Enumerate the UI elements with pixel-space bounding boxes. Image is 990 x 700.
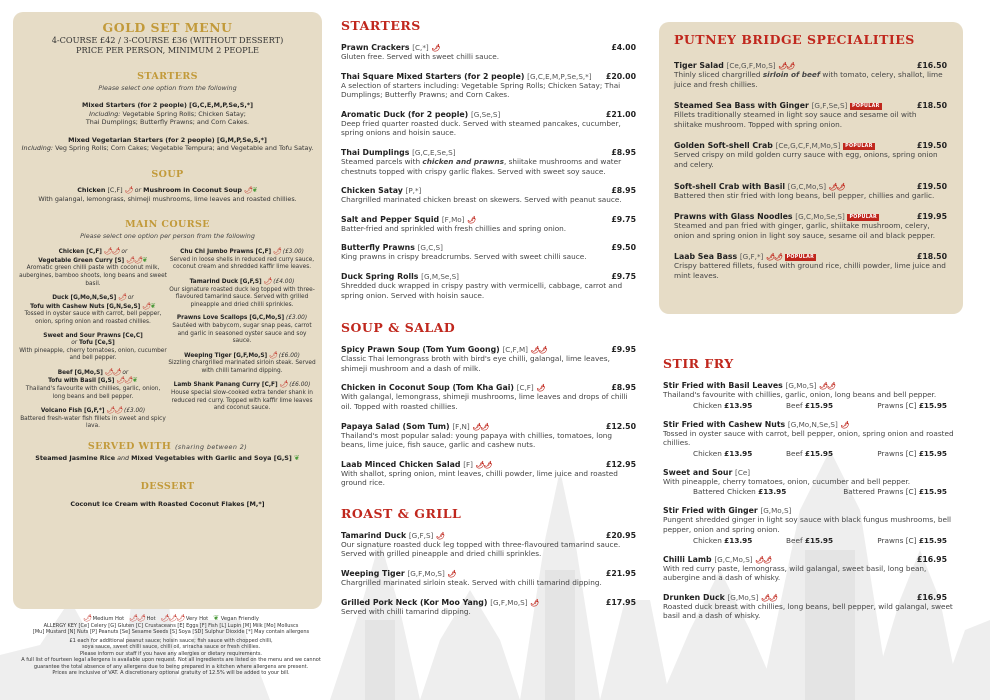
- menu-item-allergens: [C,*]: [412, 43, 429, 52]
- menu-item-allergens: [Ce]: [735, 467, 751, 477]
- menu-item-price: £20.00: [605, 71, 636, 81]
- menu-item: [341, 110, 636, 138]
- menu-item-price: £16.95: [916, 554, 947, 564]
- chili-icon: 🌶: [467, 215, 476, 224]
- menu-item-allergens: [G,Se,S]: [470, 109, 501, 119]
- set-main-item-title: Prawns Love Scallops [G,C,Mo,S]: [176, 315, 285, 322]
- menu-item: [341, 272, 636, 300]
- set-main-item-desc: Aromatic green chilli paste with coconut milk, aubergines, bamboo shoots, long beans and sweet basil.: [19, 265, 167, 287]
- menu-item: [341, 531, 636, 559]
- roast-grill-heading: ROAST & GRILL: [341, 505, 462, 521]
- menu-item-price-options: Chicken £13.95 Beef £15.95 Prawns [C] £15.95: [693, 448, 947, 458]
- menu-item-name: Tamarind Duck [G,F,S] 🌶: [341, 530, 444, 540]
- menu-item-allergens: [G,M,Se,S]: [421, 271, 459, 281]
- menu-item-desc: Thailand's most popular salad: young papaya with chillies, tomatoes, long beans, lime juice, fish sauce, garlic and cashew nuts.: [341, 430, 613, 450]
- menu-item-name: Laab Sea Bass [G,F,*] 🌶🌶 POPULAR: [674, 252, 815, 262]
- menu-item-allergens: [G,Mo,S]: [785, 381, 817, 390]
- menu-item-name: Thai Dumplings [G,C,E,Se,S]: [341, 147, 456, 157]
- menu-item-price: £16.50: [916, 61, 947, 70]
- menu-item-allergens: [F]: [463, 459, 473, 469]
- chili-icon: 🌶🌶🌶: [160, 614, 185, 622]
- chili-icon: 🌶🌶: [472, 422, 489, 431]
- set-main-item-surcharge: (£6.00): [289, 382, 311, 389]
- set-served-with-heading: [19, 441, 316, 452]
- set-main-item-surcharge: (£3.00): [282, 249, 304, 256]
- chili-icon: 🌶🌶: [126, 255, 142, 264]
- set-main-item-title: Sweet and Sour Prawns [Ce,C]: [43, 332, 143, 339]
- menu-item: [341, 148, 636, 176]
- legend-note-4: A full list of fourteen legal allergens is available upon request. Not all ingredients are listed on the menu and we cannot: [21, 657, 321, 663]
- set-main-item: [19, 369, 167, 401]
- menu-item-allergens: [Ce,G,C,F,M,Mo,S]: [775, 141, 841, 151]
- chili-icon: 🌶🌶: [116, 376, 133, 385]
- set-soup-item-a-allergens: [C,F]: [107, 185, 123, 194]
- set-main-item-or: or: [127, 295, 134, 302]
- set-main-item-title: Chicken [C,F]: [58, 249, 102, 256]
- set-soup-or: or: [134, 185, 142, 194]
- set-main-item-desc: With pineapple, cherry tomatoes, onion, cucumber and bell pepper.: [19, 347, 167, 362]
- set-mixed-incl-1: Vegetable Spring Rolls; Chicken Satay;: [122, 109, 246, 118]
- set-veg-starters: [19, 136, 316, 153]
- menu-item-allergens: [F,Mo]: [441, 214, 465, 224]
- set-served-veg: Mixed Vegetables with Garlic and Soya [G,S]: [131, 454, 292, 463]
- menu-item-desc: Our signature roasted duck leg topped with three-flavoured tamarind sauce. Served with grilled pineapple and dried chilli sprinkles.: [341, 539, 621, 559]
- menu-item: [341, 383, 636, 411]
- set-main-item-surcharge: (£6.00): [278, 352, 300, 359]
- set-main-item-alt: Vegetable Green Curry [S]: [38, 257, 125, 264]
- menu-item: [341, 43, 636, 62]
- menu-item-name: Prawns with Glass Noodles [G,C,Mo,Se,S] POPULAR: [674, 212, 878, 222]
- menu-item-desc: Gluten free. Served with sweet chilli sauce.: [341, 52, 500, 61]
- menu-item-desc: Crispy battered fillets, fused with ground rice, chilli powder, lime juice and mint leaves.: [674, 261, 946, 280]
- set-main-item: [168, 278, 316, 309]
- menu-item-allergens: [G,C,E,Se,S]: [412, 147, 456, 157]
- menu-item: [341, 345, 636, 373]
- set-mixed-starters: [19, 101, 316, 127]
- chili-icon: 🌶: [244, 185, 252, 194]
- chili-icon: 🌶🌶: [106, 406, 123, 415]
- set-main-item-title: Volcano Fish [G,F,*]: [40, 408, 105, 415]
- menu-item-desc: Batter-fried and sprinkled with fresh chillies and spring onion.: [341, 223, 567, 233]
- set-veg-incl-label: Including:: [21, 144, 54, 153]
- set-main-item-desc: House special slow-cooked extra tender shank in reduced red curry. Topped with kaffir lime leaves and coconut sauce.: [171, 390, 313, 412]
- menu-item-desc: Battered then stir fried with long beans, bell pepper, chillies and garlic.: [674, 190, 935, 200]
- set-main-item: [168, 248, 316, 272]
- gold-set-menu-panel: [13, 12, 322, 609]
- allergy-key-line-1: ALLERGY KEY [Ce] Celery [G] Gluten [C] Crustaceans [E] Eggs [F] Fish [L] Lupin [M] Milk [Mo] Molluscs: [43, 622, 299, 629]
- chili-icon: 🌶🌶: [104, 367, 121, 376]
- set-veg-incl: Veg Spring Rolls; Corn Cakes; Vegetable Tempura; and Vegetable and Tofu Satay.: [55, 144, 314, 153]
- menu-item-desc: Thinly sliced chargrilled sirloin of beef with tomato, celery, shallot, lime juice and fresh chillies.: [674, 70, 943, 89]
- set-main-item-surcharge: (£3.00): [286, 315, 308, 322]
- chili-icon: 🌶: [530, 598, 539, 607]
- chili-icon: 🌶🌶: [103, 247, 120, 256]
- menu-item-allergens: [F,N]: [452, 421, 470, 431]
- set-main-right-column: [168, 248, 316, 437]
- chili-icon: 🌶🌶: [778, 62, 795, 70]
- menu-item-price: £18.50: [916, 101, 947, 111]
- menu-item-name: Salt and Pepper Squid [F,Mo] 🌶: [341, 214, 476, 224]
- menu-item-name: Butterfly Prawns [G,C,S]: [341, 243, 443, 253]
- set-main-item-title: Lamb Shank Panang Curry [C,F]: [173, 382, 278, 389]
- menu-item-desc: With red curry paste, lemongrass, wild galangal, sweet basil, long bean, aubergine and a dash of whisky.: [663, 563, 927, 583]
- menu-item-allergens: [G,F,S]: [408, 530, 434, 540]
- menu-item-name: Aromatic Duck (for 2 people) [G,Se,S]: [341, 109, 501, 119]
- set-starters-note: Please select one option from the following: [98, 84, 237, 92]
- set-main-item: [19, 407, 167, 431]
- menu-item-desc: Served with chilli tamarind dipping.: [341, 606, 471, 616]
- menu-item: [663, 593, 961, 621]
- legend-vegan: Vegan Friendly: [220, 616, 259, 622]
- menu-item-price: £8.95: [611, 186, 636, 196]
- menu-item-name: Sweet and Sour [Ce]: [663, 467, 751, 477]
- menu-item: [663, 506, 961, 544]
- set-served-and: and: [117, 454, 130, 463]
- menu-item-name: Prawn Crackers [C,*] 🌶: [341, 43, 440, 52]
- chili-icon: 🌶: [273, 247, 281, 256]
- menu-item: [341, 215, 636, 234]
- set-main-item-desc: Tossed in oyster sauce with carrot, bell pepper, onion, spring onion and roasted chillies.: [24, 311, 162, 325]
- menu-item-price: £4.00: [611, 43, 636, 52]
- menu-item-price: £8.95: [611, 147, 636, 157]
- menu-item: [663, 420, 961, 458]
- menu-item-desc: Classic Thai lemongrass broth with bird's eye chilli, galangal, lime leaves, shimeji mushroom and a dash of milk.: [341, 354, 610, 373]
- menu-item-desc: Shredded duck wrapped in crispy pastry with vermicelli, cabbage, carrot and spring onion. Served with hoisin sauce.: [341, 280, 623, 300]
- legend-note-6: Prices are inclusive of VAT. A discretionary optional gratuity of 12.5% will be added to your bill.: [52, 670, 290, 676]
- chili-icon: 🌶: [840, 420, 849, 429]
- menu-item-desc: Served crispy on mild golden curry sauce with egg, onions, spring onion and celery.: [674, 150, 938, 169]
- menu-item-allergens: [G,F,Mo,S]: [490, 597, 528, 607]
- set-main-item-surcharge: (£4.00): [273, 278, 295, 285]
- menu-item-name: Golden Soft-shell Crab [Ce,G,C,F,M,Mo,S] POPULAR: [674, 141, 873, 151]
- menu-item: [663, 468, 961, 497]
- menu-item-name: Stir Fried with Basil Leaves [G,Mo,S] 🌶🌶: [663, 381, 835, 390]
- popular-badge: POPULAR: [786, 255, 815, 261]
- stir-fry-section: [663, 356, 961, 631]
- menu-item-price: £19.50: [916, 181, 947, 191]
- legend-medium-hot: Medium Hot: [92, 616, 125, 622]
- vegan-leaf-icon: ❦: [141, 255, 148, 264]
- set-mixed-incl-label: Including:: [89, 109, 121, 118]
- popular-badge: POPULAR: [849, 215, 878, 221]
- menu-item-desc: With pineapple, cherry tomatoes, onion, cucumber and bell pepper.: [663, 476, 911, 486]
- menu-item-desc: Roasted duck breast with chillies, long beans, bell pepper, wild galangal, sweet basil and a dash of whisky.: [663, 601, 953, 621]
- set-main-item-desc: Thailand's favourite with chillies, garlic, onion, long beans and bell pepper.: [25, 386, 161, 400]
- menu-item-price: £9.50: [611, 243, 636, 253]
- set-main-item-title: Duck [G,Mo,N,Se,S]: [52, 295, 117, 302]
- set-main-heading: MAIN COURSE: [125, 219, 210, 231]
- chili-icon: 🌶🌶: [129, 614, 145, 622]
- set-served-with-note: (sharing between 2): [174, 443, 248, 452]
- menu-item-price: £9.95: [611, 345, 636, 355]
- menu-item-allergens: [Ce,G,F,Mo,S]: [726, 61, 776, 70]
- gold-set-menu-price-line: 4-COURSE £42 / 3-COURSE £36 (WITHOUT DESSERT): [51, 35, 284, 45]
- popular-badge: POPULAR: [845, 144, 873, 150]
- menu-item-desc: A selection of starters including: Vegetable Spring Rolls; Chicken Satay; Thai Dumplings; Butterfly Prawns; and Corn Cakes.: [341, 80, 621, 100]
- menu-item-price-options: Chicken £13.95 Beef £15.95 Prawns [C] £15.95: [693, 400, 947, 410]
- set-main-item-desc: Served in loose shells in reduced red curry sauce, coconut cream and shredded kaffir lime leaves.: [169, 256, 315, 271]
- vegan-leaf-icon: ❦: [251, 185, 258, 194]
- menu-item: [341, 569, 636, 588]
- chili-icon: 🌶: [124, 185, 133, 194]
- menu-item: [663, 555, 961, 583]
- chili-icon: 🌶🌶: [828, 182, 845, 191]
- allergy-key-line-2: [Mu] Mustard [N] Nuts [P] Peanuts [Se] Sesame Seeds [S] Soya [SD] Sulphur Dioxide [*] May contain allergens: [32, 629, 310, 635]
- set-starters-heading: STARTERS: [137, 71, 198, 82]
- menu-item-desc: Thailand's favourite with chillies, garlic, onion, long beans and bell pepper.: [663, 390, 937, 399]
- menu-item-desc: Fillets traditionally steamed in light soy sauce and sesame oil with shiitake mushroom. Topped with spring onion.: [674, 110, 917, 129]
- set-soup-desc: With galangal, lemongrass, shimeji mushrooms, lime leaves and roasted chillies.: [38, 194, 297, 203]
- menu-item-price: £16.95: [916, 592, 947, 602]
- menu-item-name: Steamed Sea Bass with Ginger [G,F,Se,S] POPULAR: [674, 101, 880, 111]
- menu-item-name: Spicy Prawn Soup (Tom Yum Goong) [C,F,M] 🌶🌶: [341, 345, 547, 355]
- menu-item-allergens: [G,F,Se,S]: [811, 101, 848, 111]
- set-main-left-column: [19, 248, 167, 437]
- menu-item-price: £12.95: [605, 459, 636, 469]
- menu-item-name: Duck Spring Rolls [G,M,Se,S]: [341, 271, 459, 281]
- menu-item-allergens: [G,C,E,M,P,Se,S,*]: [527, 71, 592, 81]
- set-dessert-item: [19, 500, 316, 509]
- menu-item-price: £9.75: [611, 214, 636, 224]
- legend-note-2: soya sauce, sweet chilli sauce, chilli oil, sriracha sauce or fresh chillies.: [81, 644, 261, 650]
- menu-item-allergens: [C,F,M]: [502, 345, 528, 355]
- vegan-leaf-icon: ❦: [213, 614, 220, 622]
- middle-column: [341, 18, 636, 626]
- set-main-item-alt: Tofu with Basil [G,S]: [48, 378, 115, 385]
- chili-icon: 🌶🌶: [475, 460, 492, 469]
- menu-item: [663, 381, 961, 410]
- putney-bridge-specialities-panel: [659, 22, 963, 314]
- menu-item-allergens: [G,F,Mo,S]: [407, 569, 445, 579]
- menu-item-desc: Chargrilled marinated sirloin steak. Served with chilli tamarind dipping.: [341, 578, 602, 588]
- set-main-item: [168, 352, 316, 376]
- legend-note-5: guarantee the total absence of any allergens due to being prepared in a kitchen where allergens are present.: [33, 663, 309, 670]
- menu-item-name: Papaya Salad (Som Tum) [F,N] 🌶🌶: [341, 421, 489, 431]
- menu-item-allergens: [G,C,S]: [417, 243, 443, 253]
- menu-item-name: Stir Fried with Ginger [G,Mo,S]: [663, 506, 792, 516]
- set-soup-item: [19, 186, 316, 203]
- popular-badge: POPULAR: [852, 104, 880, 110]
- menu-item: [341, 243, 636, 262]
- set-main-item: [19, 333, 167, 363]
- menu-item-allergens: [P,*]: [405, 186, 422, 196]
- menu-item: [674, 212, 947, 240]
- set-soup-item-a: Chicken: [77, 185, 106, 194]
- menu-item-price: £21.00: [605, 109, 636, 119]
- legend-note-3: Please inform our staff if you have any allergies or dietary requirements.: [79, 650, 263, 657]
- menu-item-price-options: Battered Chicken £13.95 Battered Prawns [C] £15.95: [693, 487, 947, 497]
- chili-icon: 🌶: [431, 44, 440, 52]
- menu-item: [674, 141, 947, 169]
- menu-item-desc: Chargrilled marinated chicken breast on skewers. Served with peanut sauce.: [341, 195, 622, 205]
- set-main-item-or: or: [71, 340, 78, 347]
- menu-item-allergens: [G,F,*]: [739, 252, 764, 262]
- menu-item-allergens: [G,Mo,S]: [727, 592, 759, 602]
- vegan-leaf-icon: ❦: [132, 376, 138, 385]
- set-main-item: [168, 381, 316, 412]
- menu-item-price: £21.95: [605, 569, 636, 579]
- menu-item-allergens: [G,C,Mo,S]: [714, 554, 753, 564]
- set-main-item-desc: Battered fresh-water fish fillets in sweet and spicy lava.: [20, 415, 166, 430]
- set-main-item-surcharge: (£3.00): [124, 408, 146, 415]
- menu-item-allergens: [G,C,Mo,Se,S]: [795, 212, 845, 222]
- gold-set-menu-minimum-line: PRICE PER PERSON, MINIMUM 2 PEOPLE: [75, 45, 260, 55]
- set-soup-heading: SOUP: [151, 168, 184, 180]
- menu-item: [674, 182, 947, 201]
- set-main-item-desc: Our signature roasted duck leg topped with three-flavoured tamarind sauce. Served with grilled pineapple and dried chilli sprinkles.: [169, 286, 315, 308]
- menu-item-desc: Tossed in oyster sauce with carrot, bell pepper, onion, spring onion and roasted chillies.: [663, 428, 954, 448]
- chili-icon: 🌶: [447, 570, 456, 579]
- menu-item-name: Tiger Salad [Ce,G,F,Mo,S] 🌶🌶: [674, 61, 795, 70]
- menu-item-allergens: [G,C,Mo,S]: [787, 181, 826, 191]
- menu-item-desc: Steamed and pan fried with ginger, garlic, shiitake mushroom, celery, onion and spring onion in light soy sauce, sesame oil and black pepper.: [674, 221, 936, 240]
- menu-item: [341, 460, 636, 488]
- chili-icon: 🌶: [118, 293, 126, 302]
- legend-very-hot: Very Hot: [185, 616, 209, 622]
- menu-item: [674, 61, 947, 89]
- menu-item-price: £19.50: [916, 141, 947, 151]
- set-main-note: Please select one option per person from the following: [80, 232, 255, 241]
- set-main-item-or: or: [121, 249, 128, 256]
- menu-item: [674, 101, 947, 129]
- set-served-with-items: [19, 454, 316, 463]
- menu-item: [341, 186, 636, 205]
- menu-item-desc: With shallot, spring onion, mint leaves, chilli powder, lime juice and roasted ground rice.: [341, 468, 618, 488]
- set-mixed-starters-title: Mixed Starters (for 2 people) [G,C,E,M,P,Se,S,*]: [81, 101, 254, 109]
- chili-icon: 🌶: [279, 380, 288, 389]
- spice-allergy-legend: [6, 615, 336, 677]
- chili-icon: 🌶: [536, 384, 545, 393]
- set-main-item-or: or: [122, 369, 129, 376]
- menu-item-price: £12.50: [605, 421, 636, 431]
- set-main-item-desc: Sautéed with babycorn, sugar snap peas, carrot and garlic in seasoned oyster sauce and soy sauce.: [172, 322, 312, 345]
- set-soup-item-b: Mushroom in Coconut Soup: [143, 185, 242, 194]
- set-mixed-incl-2: Thai Dumplings; Butterfly Prawns; and Corn Cakes.: [85, 118, 250, 127]
- menu-item-desc: Pungent shredded ginger in light soy sauce with black fungus mushrooms, bell pepper, onion and spring onion.: [663, 515, 952, 534]
- set-main-item: [168, 315, 316, 345]
- menu-item-price: £17.95: [605, 597, 636, 607]
- set-main-item: [19, 294, 167, 326]
- legend-note-1: £1 each for additional peanut sauce; hoisin sauce; fish sauce with chopped chilli,: [69, 637, 273, 644]
- soup-salad-heading: SOUP & SALAD: [341, 320, 456, 336]
- gold-set-menu-title: GOLD SET MENU: [102, 20, 233, 35]
- menu-item-name: Soft-shell Crab with Basil [G,C,Mo,S] 🌶🌶: [674, 181, 845, 191]
- spice-legend-row: [6, 615, 336, 623]
- chili-icon: 🌶: [268, 350, 277, 359]
- menu-item-allergens: [G,Mo,S]: [760, 506, 792, 516]
- chili-icon: 🌶🌶: [761, 593, 777, 602]
- menu-item-price-options: Chicken £13.95 Beef £15.95 Prawns [C] £15.95: [693, 535, 947, 545]
- menu-item-name: Chicken Satay [P,*]: [341, 186, 422, 196]
- set-main-item-alt: Tofu with Cashew Nuts [G,N,Se,S]: [30, 303, 141, 310]
- menu-item: [341, 598, 636, 617]
- chili-icon: 🌶🌶: [755, 555, 772, 564]
- menu-item: [674, 252, 947, 280]
- chili-icon: 🌶: [263, 276, 272, 285]
- set-main-item: [19, 248, 167, 288]
- menu-item-desc: With galangal, lemongrass, shimeji mushrooms, lime leaves and drops of chilli oil. Topped with roasted chillies.: [341, 392, 628, 411]
- menu-item-name: Thai Square Mixed Starters (for 2 people) [G,C,E,M,P,Se,S,*]: [341, 71, 592, 81]
- vegan-leaf-icon: ❦: [150, 301, 156, 310]
- menu-item: [341, 422, 636, 450]
- menu-item-desc: King prawns in crispy breadcrumbs. Served with sweet chilli sauce.: [341, 252, 587, 262]
- menu-item-allergens: [C,F]: [516, 383, 534, 393]
- vegan-leaf-icon: ❦: [293, 454, 300, 463]
- set-main-item-title: Weeping Tiger [G,F,Mo,S]: [184, 352, 268, 359]
- set-main-columns: [19, 248, 316, 437]
- menu-item-name: Laab Minced Chicken Salad [F] 🌶🌶: [341, 459, 492, 469]
- set-main-item-alt: Tofu [Ce,S]: [79, 340, 115, 347]
- menu-item-price: £20.95: [605, 530, 636, 540]
- set-served-with-title: SERVED WITH: [87, 441, 172, 453]
- menu-item-price: £19.95: [916, 212, 947, 222]
- stir-fry-heading: STIR FRY: [663, 356, 734, 371]
- menu-item-name: Chicken in Coconut Soup (Tom Kha Gai) [C,F] 🌶: [341, 383, 545, 393]
- set-dessert-item-name: Coconut Ice Cream with Roasted Coconut Flakes [M,*]: [70, 499, 265, 508]
- starters-heading: STARTERS: [341, 18, 421, 33]
- legend-hot: Hot: [146, 616, 156, 622]
- menu-item-desc: Steamed parcels with chicken and prawns, shiitake mushrooms and water chestnuts topped with crispy garlic flakes. Served with sweet soy sauce.: [341, 156, 622, 176]
- chili-icon: 🌶🌶: [766, 253, 782, 262]
- menu-item-name: Drunken Duck [G,Mo,S] 🌶🌶: [663, 592, 777, 602]
- menu-item-price: £8.95: [611, 383, 636, 393]
- chili-icon: 🌶: [83, 614, 91, 622]
- menu-item-desc: Deep fried quarter roasted duck. Served with steamed pancakes, cucumber, spring onions and hoisin sauce.: [341, 118, 621, 138]
- chili-icon: 🌶: [436, 531, 444, 540]
- set-main-item-title: Beef [G,Mo,S]: [57, 369, 103, 376]
- menu-item-name: Stir Fried with Cashew Nuts [G,Mo,N,Se,S] 🌶: [663, 419, 849, 429]
- set-veg-starters-title: Mixed Vegetarian Starters (for 2 people) [G,M,P,Se,S,*]: [68, 135, 267, 144]
- set-main-item-title: Chu Chi Jumbo Prawns [C,F]: [180, 249, 272, 256]
- menu-item-allergens: [G,Mo,N,Se,S]: [787, 419, 838, 429]
- set-dessert-heading: DESSERT: [140, 480, 195, 492]
- set-main-item-desc: Sizzling chargrilled marinated sirloin steak. Served with chilli tamarind dipping.: [168, 360, 316, 374]
- menu-item-name: Chilli Lamb [G,C,Mo,S] 🌶🌶: [663, 554, 772, 564]
- chili-icon: 🌶🌶: [819, 382, 835, 390]
- set-main-item-title: Tamarind Duck [G,F,S]: [189, 278, 262, 285]
- menu-item: [341, 72, 636, 100]
- menu-item-name: Weeping Tiger [G,F,Mo,S] 🌶: [341, 569, 456, 579]
- menu-item-price: £18.50: [916, 252, 947, 262]
- chili-icon: 🌶: [142, 301, 150, 310]
- set-served-rice: Steamed Jasmine Rice: [35, 454, 116, 463]
- menu-item-price: £9.75: [611, 271, 636, 281]
- chili-icon: 🌶🌶: [530, 346, 547, 355]
- putney-heading: PUTNEY BRIDGE SPECIALITIES: [674, 32, 915, 47]
- menu-item-name: Grilled Pork Neck (Kor Moo Yang) [G,F,Mo,S] 🌶: [341, 597, 539, 607]
